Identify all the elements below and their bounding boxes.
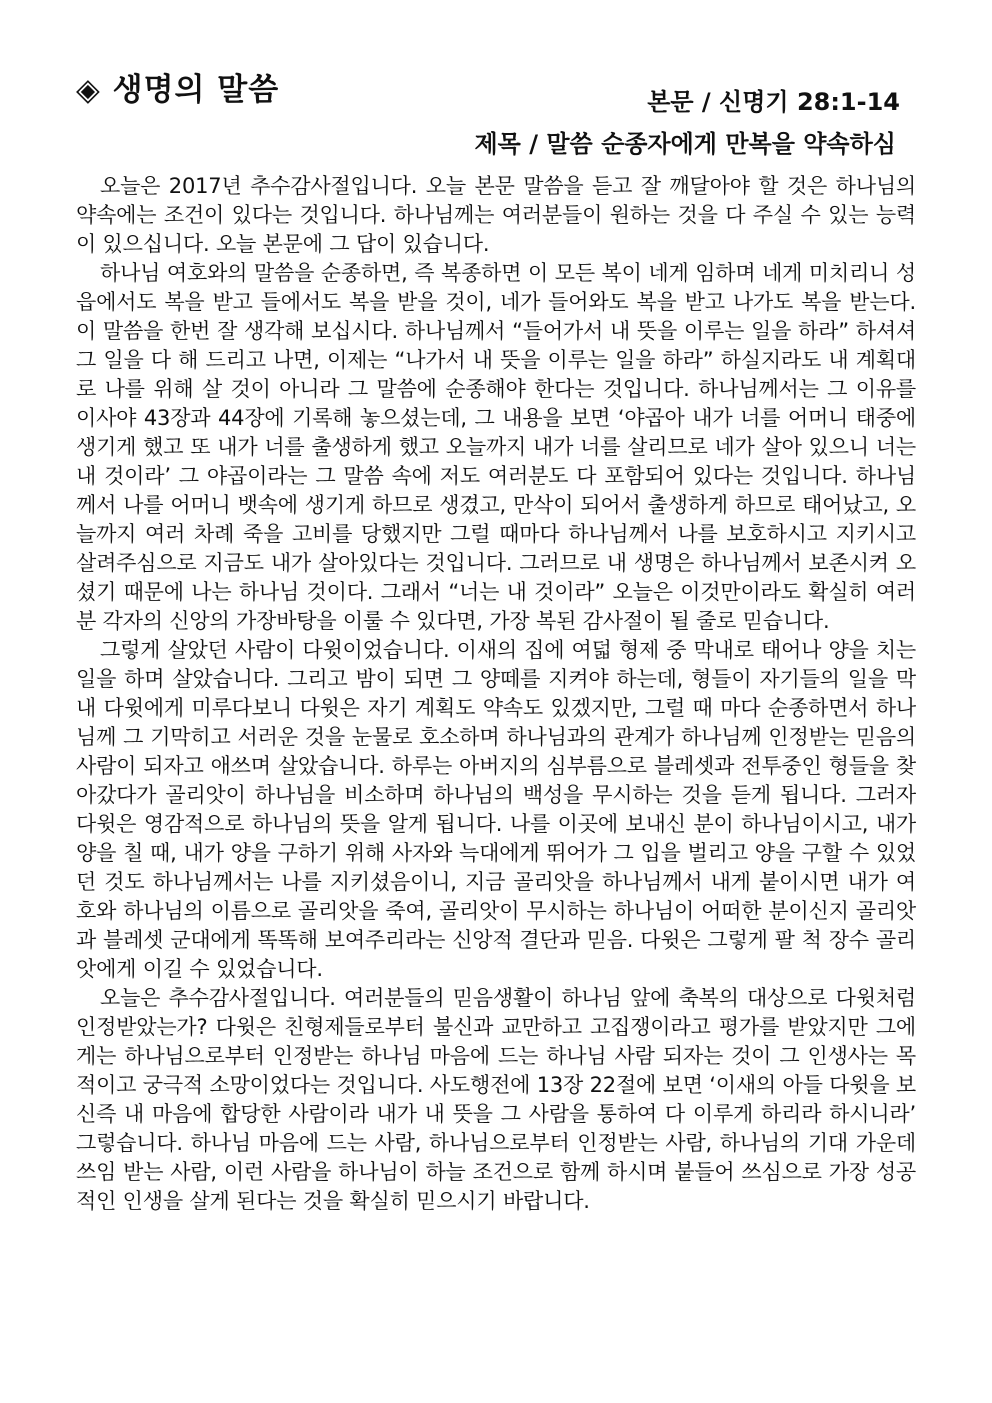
scripture-reference: 본문 / 신명기 28:1-14 xyxy=(647,88,900,116)
sermon-paragraph: 그렇게 살았던 사람이 다윗이었습니다. 이새의 집에 여덟 형제 중 막내로 태어나 양을 치는 일을 하며 살았습니다. 그리고 밤이 되면 그 양떼를 지켜야 하는데, 형들이 자기들의 일을 막내 다윗에게 미루다보니 다윗은 자기 계획도 약속도 있겠지만, 그럴 때 마다 순종하면서 하나님께 그 기막히고 서러운 것을 눈물로 호소하며 하나님과의 관계가 하나님께 인정받는 믿음의 사람이 되자고 애쓰며 살았습니다. 하루는 아버지의 심부름으로 블레셋과 전투중인 형들을 찾아갔다가 골리앗이 하나님을 비소하며 하나님의 백성을 무시하는 것을 듣게 됩니다. 그러자 다윗은 영감적으로 하나님의 뜻을 알게 됩니다. 나를 이곳에 보내신 분이 하나님이시고, 내가 양을 칠 때, 내가 양을 구하기 위해 사자와 늑대에게 뛰어가 그 입을 벌리고 양을 구할 수 있었던 것도 하나님께서는 나를 지키셨음이니, 지금 골리앗을 하나님께서 내게 붙이시면 내가 여호와 하나님의 이름으로 골리앗을 죽여, 골리앗이 무시하는 하나님이 어떠한 분이신지 골리앗과 블레셋 군대에게 똑똑해 보여주리라는 신앙적 결단과 믿음. 다윗은 그렇게 팔 척 장수 골리앗에게 이길 수 있었습니다. xyxy=(76,638,916,981)
sermon-subject: 제목 / 말씀 순종자에게 만복을 약속하심 xyxy=(474,130,896,158)
sermon-paragraph: 오늘은 추수감사절입니다. 여러분들의 믿음생활이 하나님 앞에 축복의 대상으로 다윗처럼 인정받았는가? 다윗은 친형제들로부터 불신과 교만하고 고집쟁이라고 평가를 받았지만 그에게는 하나님으로부터 인정받는 하나님 마음에 드는 하나님 사람 되자는 것이 그 인생사는 목적이고 궁극적 소망이었다는 것입니다. 사도행전에 13장 22절에 보면 ‘이새의 아들 다윗을 보신즉 내 마음에 합당한 사람이라 내가 내 뜻을 그 사람을 통하여 다 이루게 하리라 하시니라’ 그렇습니다. 하나님 마음에 드는 사람, 하나님으로부터 인정받는 사람, 하나님의 기대 가운데 쓰임 받는 사람, 이런 사람을 하나님이 하늘 조건으로 함께 하시며 붙들어 쓰심으로 가장 성공적인 인생을 살게 된다는 것을 확실히 믿으시기 바랍니다. xyxy=(76,986,916,1213)
sermon-paragraph: 오늘은 2017년 추수감사절입니다. 오늘 본문 말씀을 듣고 잘 깨달아야 할 것은 하나님의 약속에는 조건이 있다는 것입니다. 하나님께는 여러분들이 원하는 것을 다 주실 수 있는 능력이 있으십니다. 오늘 본문에 그 답이 있습니다. xyxy=(76,174,916,256)
sermon-body xyxy=(76,172,916,1362)
section-title: ◈ 생명의 말씀 xyxy=(76,72,280,108)
sermon-paragraph: 하나님 여호와의 말씀을 순종하면, 즉 복종하면 이 모든 복이 네게 임하며 네게 미치리니 성읍에서도 복을 받고 들에서도 복을 받을 것이, 네가 들어와도 복을 받고 나가도 복을 받는다. 이 말씀을 한번 잘 생각해 보십시다. 하나님께서 “들어가서 내 뜻을 이루는 일을 하라” 하셔셔 그 일을 다 해 드리고 나면, 이제는 “나가서 내 뜻을 이루는 일을 하라” 하실지라도 내 계획대로 나를 위해 살 것이 아니라 그 말씀에 순종해야 한다는 것입니다. 하나님께서는 그 이유를 이사야 43장과 44장에 기록해 놓으셨는데, 그 내용을 보면 ‘야곱아 내가 너를 어머니 태중에 생기게 했고 또 내가 너를 출생하게 했고 오늘까지 내가 너를 살리므로 네가 살아 있으니 너는 내 것이라’ 그 야곱이라는 그 말씀 속에 저도 여러분도 다 포함되어 있다는 것입니다. 하나님께서 나를 어머니 뱃속에 생기게 하므로 생겼고, 만삭이 되어서 출생하게 하므로 태어났고, 오늘까지 여러 차례 죽을 고비를 당했지만 그럴 때마다 하나님께서 나를 보호하시고 지키시고 살려주심으로 지금도 내가 살아있다는 것입니다. 그러므로 내 생명은 하나님께서 보존시켜 오셨기 때문에 나는 하나님 것이다. 그래서 “너는 내 것이라” 오늘은 이것만이라도 확실히 여러분 각자의 신앙의 가장바탕을 이룰 수 있다면, 가장 복된 감사절이 될 줄로 믿습니다. xyxy=(76,261,916,633)
